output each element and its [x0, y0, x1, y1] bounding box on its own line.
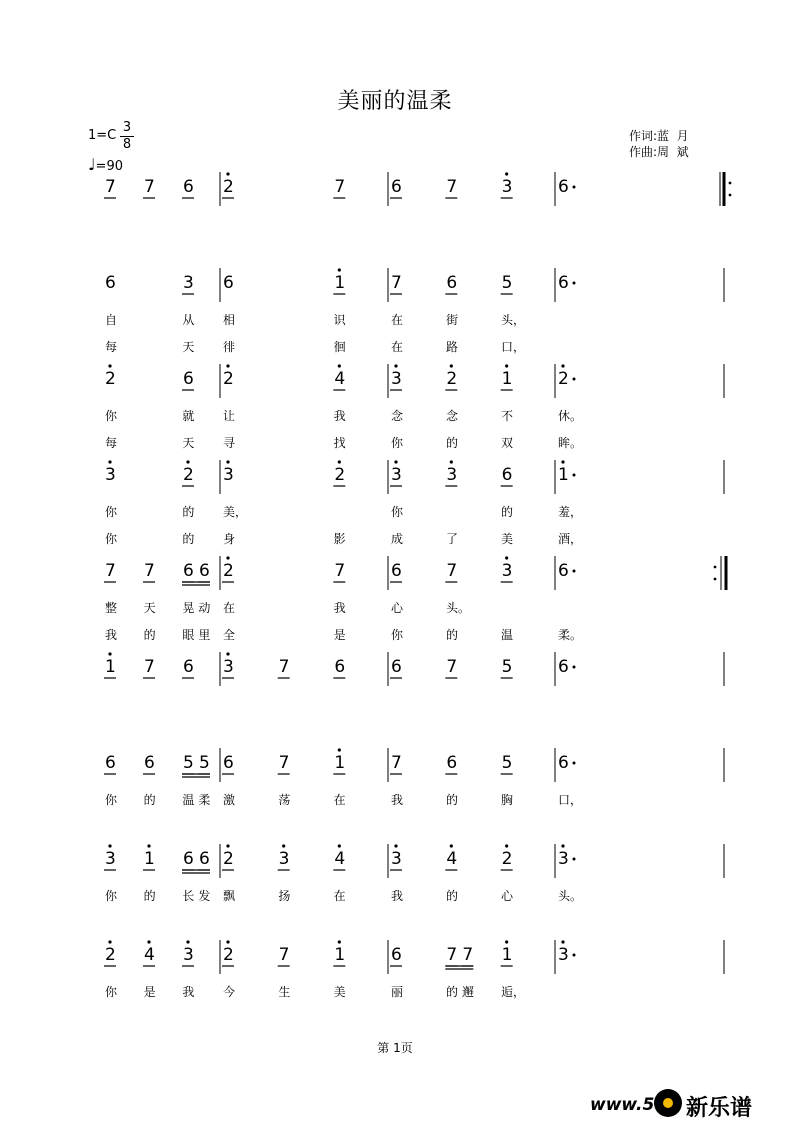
note-digit: 7 [278, 945, 290, 965]
lyric-char: 我 [391, 889, 404, 903]
note-digit: 6 [183, 657, 194, 677]
note-digit: 7 [446, 177, 458, 197]
lyric-char: 全 [223, 628, 236, 642]
lyric-char: 天 [182, 436, 195, 450]
note-digit: 7 [144, 657, 155, 677]
lyric-char: 寻 [223, 436, 236, 450]
high-octave-dot [338, 268, 341, 271]
lyric-char: 不 [501, 409, 514, 423]
lyric-char: 天 [143, 601, 156, 615]
note-digit: 6 [558, 561, 569, 581]
lyric-char: 发 [198, 889, 211, 903]
note-digit: 7 [391, 753, 402, 773]
lyric-char: 你 [105, 985, 118, 999]
duration-dot [573, 570, 576, 573]
note-digit: 6 [105, 753, 116, 773]
note-digit: 4 [334, 369, 346, 389]
note-digit: 6 [391, 657, 402, 677]
note-digit: 3 [223, 465, 234, 485]
lyric-char: 天 [182, 340, 195, 354]
lyric-char: 双 [501, 436, 514, 450]
high-octave-dot [338, 460, 341, 463]
note-digit: 5 [199, 753, 210, 773]
note-digit: 4 [334, 849, 346, 869]
lyric-char: 我 [182, 985, 195, 999]
lyric-char: 的 [182, 505, 195, 519]
note-digit: 7 [105, 177, 116, 197]
lyric-char: 你 [391, 505, 404, 519]
high-octave-dot [226, 172, 229, 175]
lyric-char: 身 [223, 532, 236, 546]
high-octave-dot [505, 172, 508, 175]
duration-dot [573, 762, 576, 765]
note-digit: 1 [105, 657, 116, 677]
lyric-char: 识 [333, 313, 346, 327]
key-signature: 1=C [88, 128, 117, 143]
lyric-char: 让 [223, 409, 236, 423]
high-octave-dot [108, 364, 111, 367]
note-digit: 7 [144, 561, 155, 581]
duration-dot [573, 954, 576, 957]
note-digit: 6 [199, 849, 210, 869]
high-octave-dot [505, 844, 508, 847]
note-digit: 3 [391, 465, 402, 485]
high-octave-dot [505, 940, 508, 943]
tempo-value: =90 [95, 159, 123, 174]
lyric-char: 激 [223, 793, 236, 807]
lyric-char: 相 [223, 313, 236, 327]
note-digit: 3 [183, 945, 194, 965]
note-digit: 3 [558, 945, 569, 965]
lyric-char: 的 [446, 436, 459, 450]
lyric-char: 心 [501, 889, 514, 903]
lyric-char: 你 [105, 409, 118, 423]
lyric-char: 我 [391, 793, 404, 807]
high-octave-dot [505, 364, 508, 367]
high-octave-dot [450, 364, 453, 367]
note-digit: 4 [446, 849, 458, 869]
lyric-char: 的 [143, 793, 156, 807]
lyric-char: 眸。 [558, 436, 583, 450]
lyric-char: 飘 [223, 889, 236, 903]
note-digit: 2 [223, 561, 234, 581]
note-digit: 6 [558, 273, 569, 293]
lyric-char: 的 [182, 532, 195, 546]
lyric-char: 了 [446, 532, 459, 546]
note-digit: 2 [183, 465, 194, 485]
lyric-char: 找 [333, 436, 346, 450]
note-digit: 2 [501, 849, 513, 869]
lyric-char: 胸 [501, 793, 514, 807]
lyric-char: 你 [105, 532, 118, 546]
time-signature-bottom: 8 [120, 136, 134, 153]
watermark-brand: 新乐谱 [686, 1096, 753, 1121]
high-octave-dot [282, 844, 285, 847]
lyric-char: 念 [391, 409, 404, 423]
note-digit: 6 [446, 753, 458, 773]
note-digit: 2 [558, 369, 569, 389]
note-digit: 6 [144, 753, 155, 773]
note-digit: 7 [278, 753, 290, 773]
note-digit: 6 [501, 465, 513, 485]
lyric-char: 你 [391, 628, 404, 642]
lyric-char: 每 [105, 340, 118, 354]
note-digit: 6 [558, 753, 569, 773]
note-digit: 6 [391, 945, 402, 965]
high-octave-dot [338, 364, 341, 367]
lyric-char: 柔。 [558, 628, 583, 642]
high-octave-dot [108, 844, 111, 847]
lyric-char: 的 [446, 628, 459, 642]
high-octave-dot [338, 940, 341, 943]
note-digit: 1 [501, 369, 513, 389]
lyric-char: 自 [105, 313, 118, 327]
high-octave-dot [505, 556, 508, 559]
high-octave-dot [108, 460, 111, 463]
note-digit: 3 [223, 657, 234, 677]
high-octave-dot [186, 460, 189, 463]
high-octave-dot [147, 940, 150, 943]
high-octave-dot [226, 940, 229, 943]
note-digit: 5 [183, 753, 194, 773]
high-octave-dot [561, 364, 564, 367]
composer: 作曲:周 斌 [629, 145, 689, 159]
note-digit: 7 [462, 945, 474, 965]
high-octave-dot [226, 556, 229, 559]
note-digit: 2 [105, 369, 116, 389]
high-octave-dot [394, 460, 397, 463]
lyric-char: 你 [105, 793, 118, 807]
lyric-char: 温 [182, 793, 195, 807]
lyric-char: 路 [446, 340, 459, 354]
high-octave-dot [450, 844, 453, 847]
note-digit: 7 [446, 657, 458, 677]
high-octave-dot [450, 460, 453, 463]
lyric-char: 就 [182, 409, 195, 423]
note-digit: 6 [391, 177, 402, 197]
note-digit: 6 [183, 849, 194, 869]
lyric-char: 我 [333, 601, 346, 615]
time-signature-top: 3 [122, 120, 132, 135]
note-digit: 7 [144, 177, 155, 197]
note-digit: 7 [334, 561, 346, 581]
duration-dot [573, 186, 576, 189]
note-digit: 6 [558, 657, 569, 677]
record-disc-icon [654, 1089, 682, 1117]
duration-dot [573, 474, 576, 477]
high-octave-dot [338, 748, 341, 751]
note-digit: 3 [105, 849, 116, 869]
note-digit: 6 [183, 369, 194, 389]
lyric-char: 口， [501, 340, 526, 354]
note-digit: 3 [391, 849, 402, 869]
lyric-char: 在 [391, 313, 404, 327]
high-octave-dot [147, 844, 150, 847]
note-digit: 3 [391, 369, 402, 389]
note-digit: 3 [278, 849, 290, 869]
lyric-char: 温 [501, 628, 514, 642]
lyric-char: 的 [501, 505, 514, 519]
lyric-char: 徘 [223, 340, 236, 354]
note-digit: 6 [199, 561, 210, 581]
note-digit: 3 [105, 465, 116, 485]
lyric-char: 的 [446, 985, 459, 999]
watermark-url: www.5 [590, 1095, 655, 1115]
note-digit: 6 [391, 561, 402, 581]
high-octave-dot [394, 844, 397, 847]
lyric-char: 街 [446, 313, 459, 327]
note-digit: 2 [223, 177, 234, 197]
lyric-char: 晃 [182, 601, 195, 615]
note-digit: 1 [558, 465, 569, 485]
note-digit: 6 [105, 273, 116, 293]
note-digit: 1 [334, 753, 346, 773]
lyric-char: 你 [105, 889, 118, 903]
lyric-char: 生 [278, 985, 291, 999]
lyric-char: 在 [333, 793, 346, 807]
lyric-char: 在 [391, 340, 404, 354]
high-octave-dot [561, 460, 564, 463]
note-digit: 2 [334, 465, 346, 485]
lyric-char: 邂 [462, 985, 475, 999]
note-digit: 2 [223, 369, 234, 389]
lyric-char: 从 [182, 313, 195, 327]
lyric-char: 柔 [198, 793, 211, 807]
duration-dot [573, 666, 576, 669]
lyric-char: 头。 [558, 889, 583, 903]
note-digit: 2 [223, 945, 234, 965]
note-digit: 6 [446, 273, 458, 293]
note-digit: 3 [183, 273, 194, 293]
note-digit: 7 [446, 561, 458, 581]
lyric-char: 动 [198, 601, 211, 615]
duration-dot [573, 282, 576, 285]
lyric-char: 的 [446, 889, 459, 903]
repeat-dot [729, 182, 732, 185]
lyric-char: 长 [182, 889, 195, 903]
lyric-char: 你 [391, 436, 404, 450]
note-digit: 6 [223, 273, 234, 293]
note-digit: 5 [501, 657, 513, 677]
lyric-char: 是 [333, 628, 346, 642]
lyric-char: 美 [333, 985, 346, 999]
lyric-char: 眼 [182, 628, 195, 642]
note-digit: 1 [144, 849, 155, 869]
note-digit: 6 [183, 561, 194, 581]
lyric-char: 每 [105, 436, 118, 450]
lyricist: 作词:蓝 月 [629, 129, 689, 143]
lyric-char: 我 [105, 628, 118, 642]
lyric-char: 头。 [446, 601, 471, 615]
note-digit: 1 [501, 945, 513, 965]
note-digit: 2 [446, 369, 458, 389]
lyric-char: 在 [333, 889, 346, 903]
lyric-char: 荡 [278, 793, 291, 807]
note-digit: 6 [558, 177, 569, 197]
lyric-char: 口， [558, 793, 583, 807]
high-octave-dot [226, 364, 229, 367]
lyric-char: 丽 [391, 985, 404, 999]
lyric-char: 的 [143, 628, 156, 642]
note-digit: 7 [334, 177, 346, 197]
lyric-char: 的 [143, 889, 156, 903]
lyric-char: 扬 [278, 889, 291, 903]
high-octave-dot [561, 940, 564, 943]
lyric-char: 我 [333, 409, 346, 423]
lyric-char: 徊 [333, 340, 346, 354]
lyric-char: 在 [223, 601, 236, 615]
high-octave-dot [226, 652, 229, 655]
high-octave-dot [394, 364, 397, 367]
high-octave-dot [108, 652, 111, 655]
note-digit: 3 [501, 561, 513, 581]
lyric-char: 影 [333, 532, 346, 546]
note-digit: 7 [105, 561, 116, 581]
note-digit: 4 [144, 945, 155, 965]
lyric-char: 是 [143, 985, 156, 999]
lyric-char: 成 [391, 532, 404, 546]
page-number: 第 1页 [377, 1041, 413, 1055]
lyric-char: 整 [105, 601, 118, 615]
lyric-char: 酒， [558, 532, 583, 546]
repeat-dot [714, 566, 717, 569]
lyric-char: 美， [223, 505, 248, 519]
lyric-char: 里 [198, 628, 211, 642]
lyric-char: 逅， [501, 985, 526, 999]
lyric-char: 的 [446, 793, 459, 807]
duration-dot [573, 378, 576, 381]
lyric-char: 头， [501, 313, 526, 327]
high-octave-dot [226, 460, 229, 463]
high-octave-dot [186, 940, 189, 943]
repeat-dot [714, 578, 717, 581]
high-octave-dot [226, 844, 229, 847]
note-digit: 6 [183, 177, 194, 197]
note-digit: 7 [391, 273, 402, 293]
duration-dot [573, 858, 576, 861]
watermark-logo [590, 1087, 790, 1119]
note-digit: 3 [446, 465, 458, 485]
lyric-char: 羞， [558, 505, 583, 519]
high-octave-dot [561, 844, 564, 847]
lyric-char: 念 [446, 409, 459, 423]
note-digit: 5 [501, 273, 513, 293]
note-digit: 6 [334, 657, 346, 677]
note-digit: 1 [334, 945, 346, 965]
repeat-dot [729, 194, 732, 197]
note-digit: 3 [501, 177, 513, 197]
note-digit: 7 [278, 657, 290, 677]
lyric-char: 美 [501, 532, 514, 546]
note-digit: 7 [446, 945, 458, 965]
note-digit: 1 [334, 273, 346, 293]
lyric-char: 今 [223, 985, 236, 999]
lyric-char: 你 [105, 505, 118, 519]
note-digit: 3 [558, 849, 569, 869]
quarter-note-icon: ♩ [88, 155, 96, 174]
song-title: 美丽的温柔 [337, 89, 453, 114]
note-digit: 5 [501, 753, 513, 773]
note-digit: 2 [105, 945, 116, 965]
note-digit: 2 [223, 849, 234, 869]
lyric-char: 休。 [558, 409, 583, 423]
lyric-char: 心 [391, 601, 404, 615]
high-octave-dot [338, 844, 341, 847]
note-digit: 6 [223, 753, 234, 773]
high-octave-dot [108, 940, 111, 943]
